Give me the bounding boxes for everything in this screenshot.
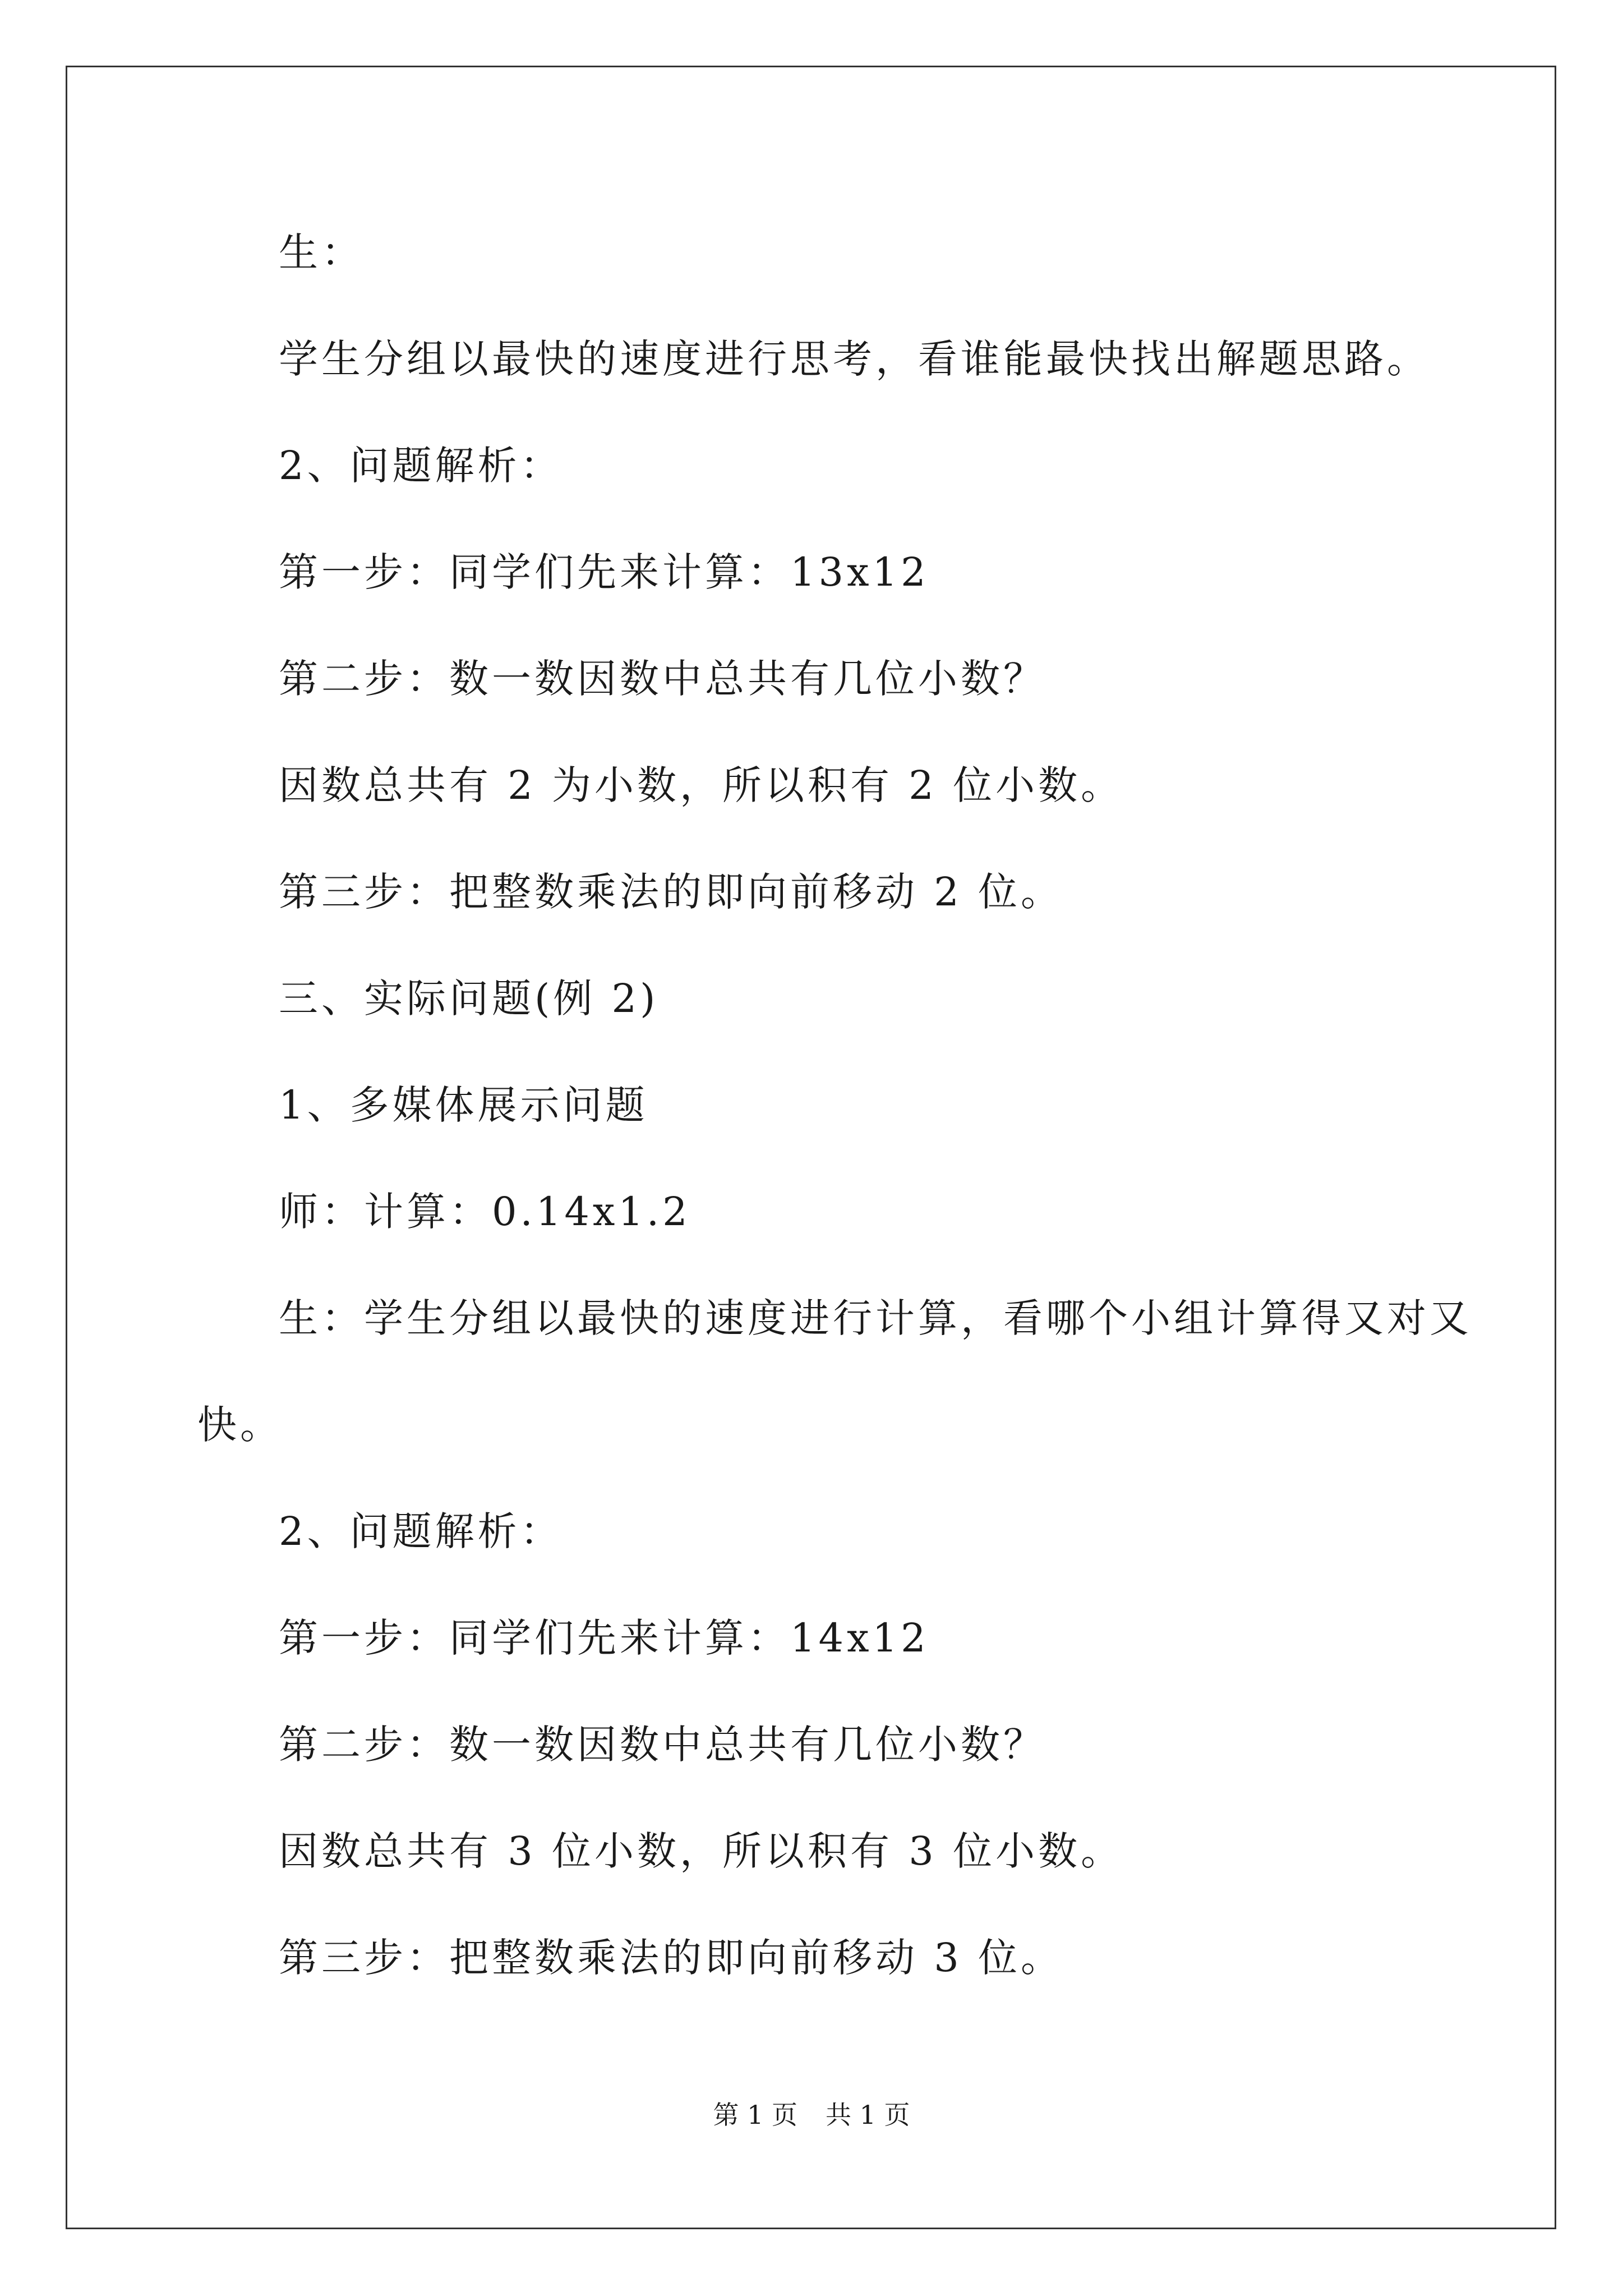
page-total: 共 1 页 xyxy=(826,2100,910,2130)
paragraph: 第一步：同学们先来计算：13x12 xyxy=(279,549,929,595)
page-number: 第 1 页 xyxy=(713,2100,797,2130)
paragraph: 学生分组以最快的速度进行思考，看谁能最快找出解题思路。 xyxy=(279,336,1430,382)
paragraph: 因数总共有 2 为小数，所以积有 2 位小数。 xyxy=(279,762,1124,808)
paragraph: 师：计算：0.14x1.2 xyxy=(279,1189,691,1235)
paragraph: 第一步：同学们先来计算：14x12 xyxy=(279,1615,929,1661)
paragraph: 生：学生分组以最快的速度进行计算，看哪个小组计算得又对又 xyxy=(279,1295,1472,1341)
paragraph: 生： xyxy=(279,229,364,275)
paragraph: 1、多媒体展示问题 xyxy=(279,1082,648,1128)
paragraph: 2、问题解析： xyxy=(279,1508,563,1554)
paragraph: 第三步：把整数乘法的即向前移动 2 位。 xyxy=(279,869,1064,915)
section-heading: 三、实际问题(例 2) xyxy=(279,976,659,1022)
page-footer xyxy=(0,2098,1623,2132)
paragraph: 第三步：把整数乘法的即向前移动 3 位。 xyxy=(279,1935,1064,1981)
paragraph: 第二步：数一数因数中总共有几位小数？ xyxy=(279,1722,1046,1768)
page-border xyxy=(66,66,1556,2229)
paragraph: 2、问题解析： xyxy=(279,443,563,489)
paragraph: 因数总共有 3 位小数，所以积有 3 位小数。 xyxy=(279,1828,1124,1874)
paragraph: 第二步：数一数因数中总共有几位小数？ xyxy=(279,656,1046,702)
paragraph-continuation: 快。 xyxy=(197,1402,283,1448)
